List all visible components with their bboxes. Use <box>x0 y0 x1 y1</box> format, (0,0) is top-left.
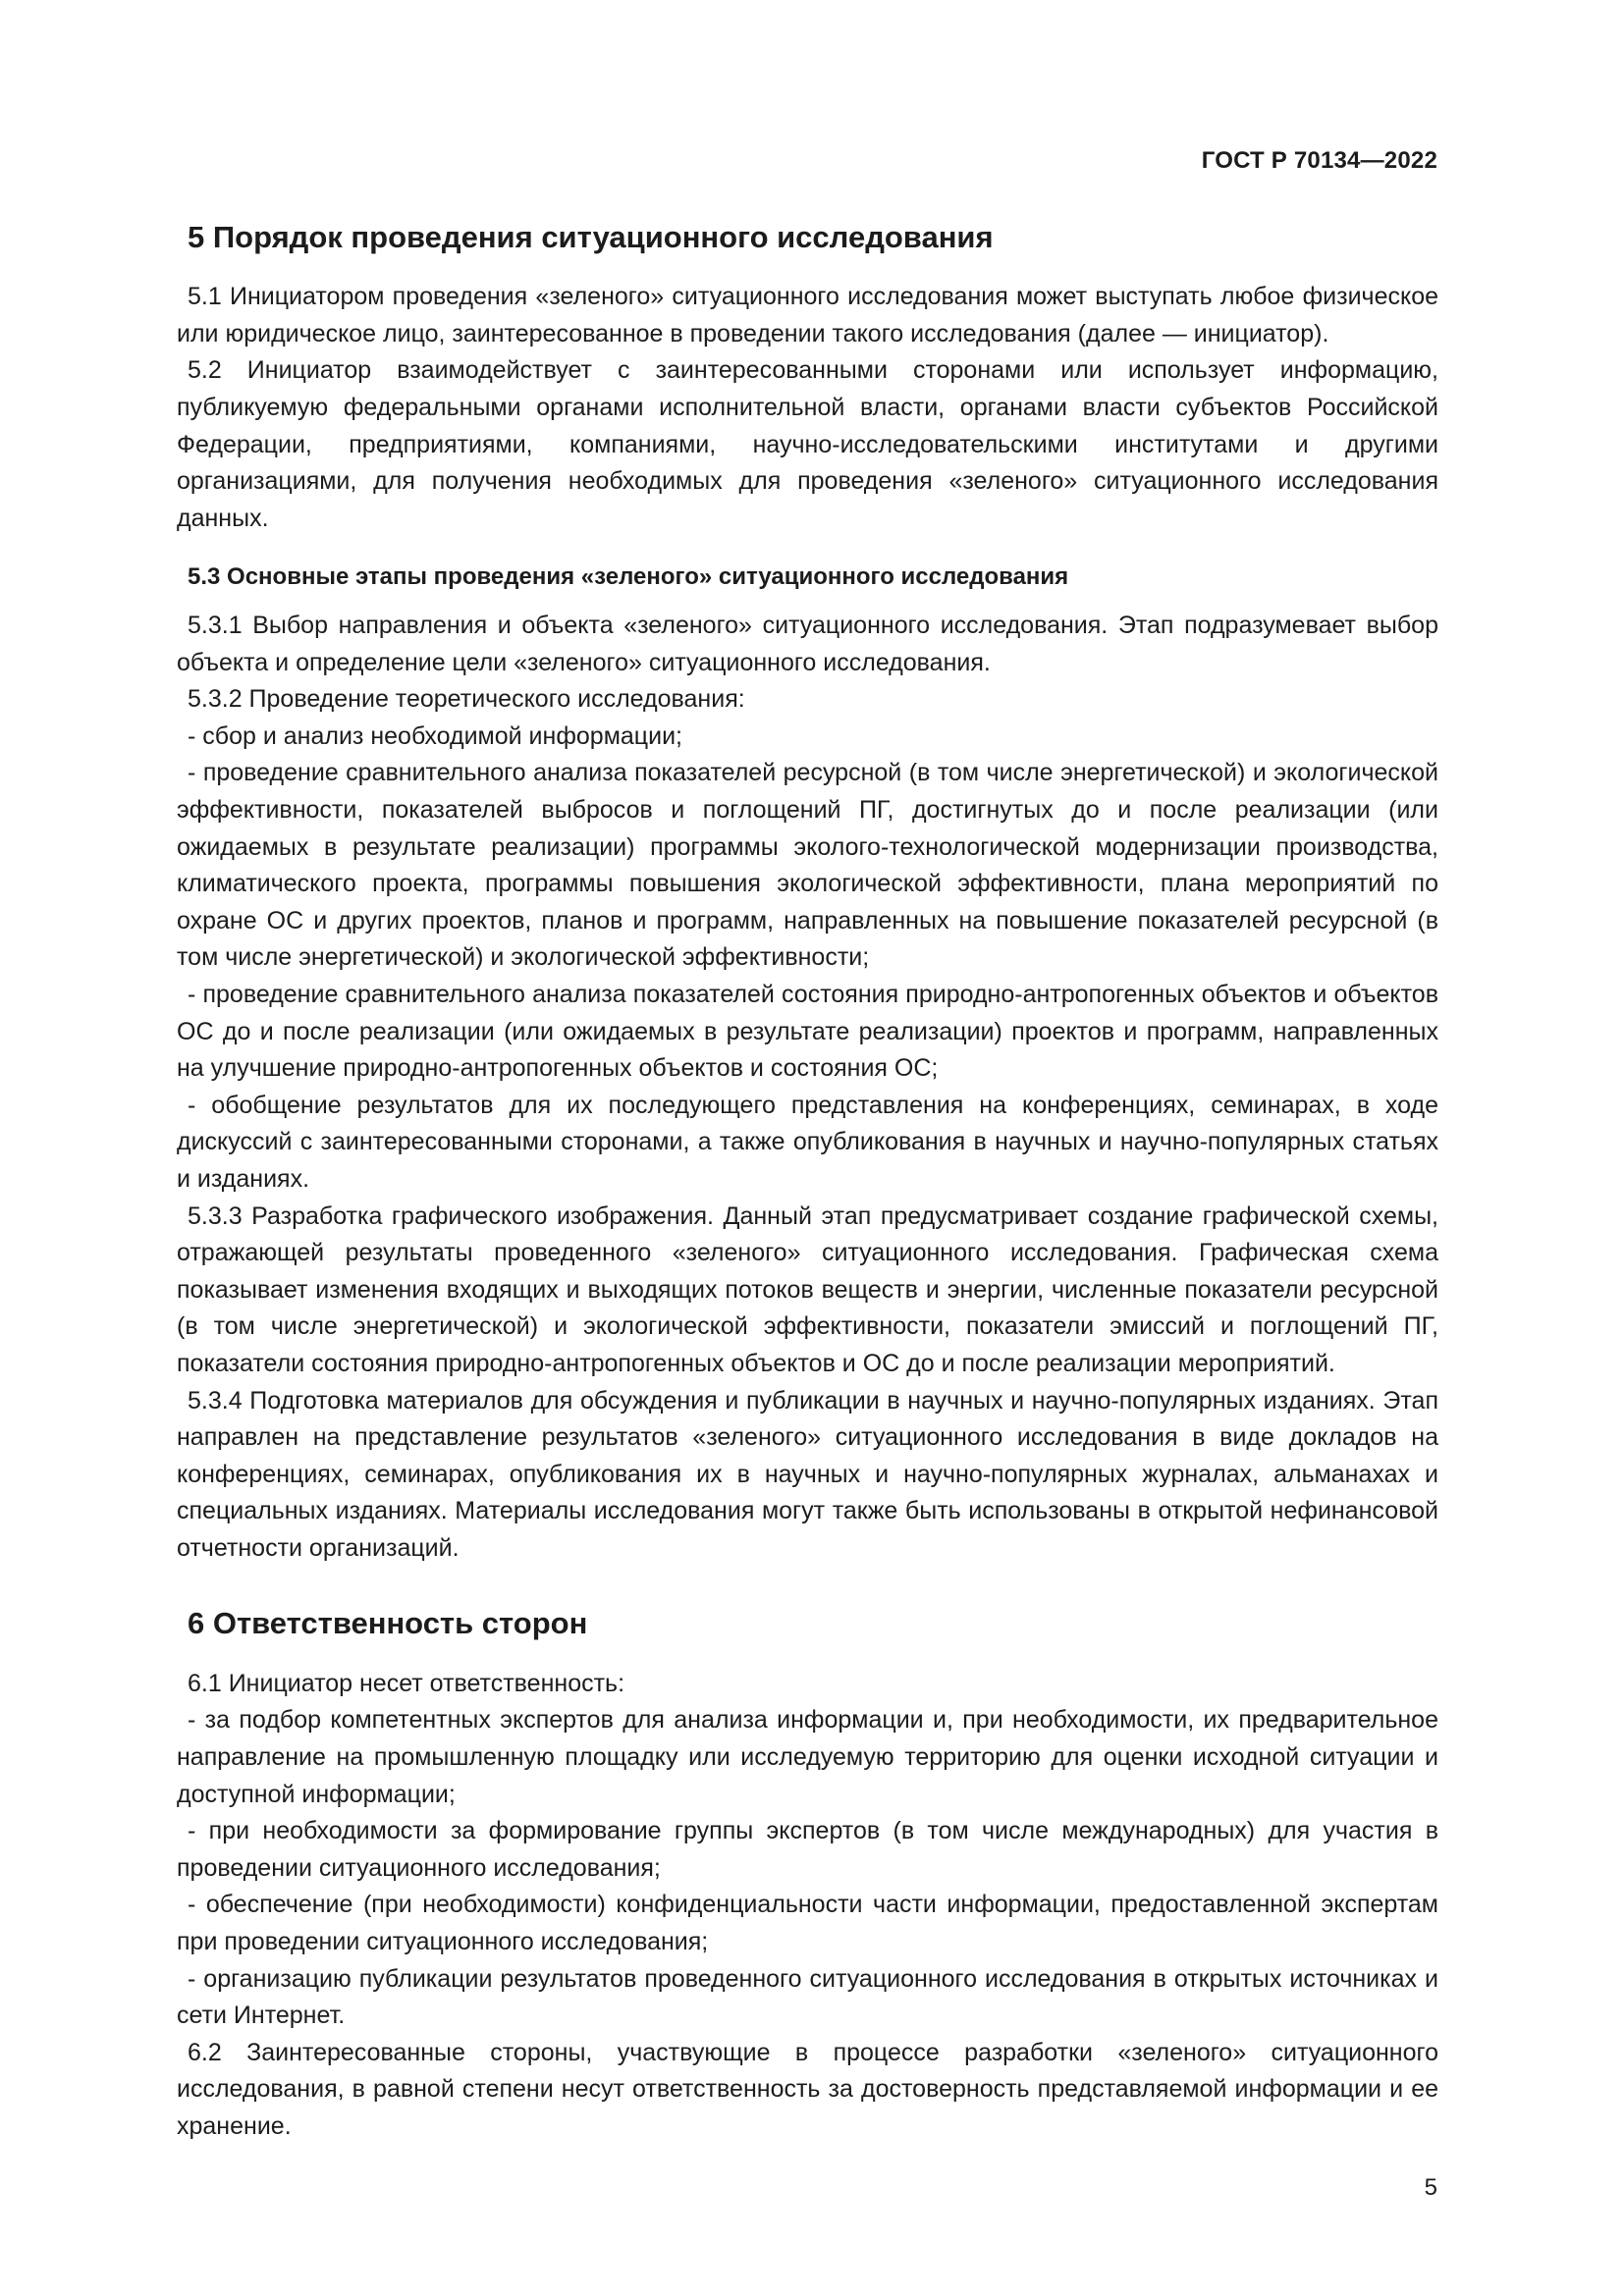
paragraph-6-2: 6.2 Заинтересованные стороны, участвующие в процессе разработки «зеленого» ситуационного исследования, в равной степени несут ответственность за достоверность представляемой информации и ее хранение. <box>177 2038 1438 2140</box>
page-number: 5 <box>1424 2174 1437 2201</box>
list-item-5-3-2-4: - обобщение результатов для их последующего представления на конференциях, семинарах, в ходе дискуссий с заинтересованными сторонами, а также опубликования в научных и научно-популярных статьях и изданиях. <box>177 1091 1438 1193</box>
list-item-5-3-2-2: - проведение сравнительного анализа показателей ресурсной (в том числе энергетической) и экологической эффективности, показателей выбросов и поглощений ПГ, достигнутых до и после реализации (или ожидаемых в результате реализации) программы эколого-технологической модернизации производства, климатического проекта, программы повышения экологической эффективности, плана мероприятий по охране ОС и других проектов, планов и программ, направленных на повышение показателей ресурсной (в том числе энергетической) и экологической эффективности; <box>177 759 1438 972</box>
list-item-6-1-1: - за подбор компетентных экспертов для анализа информации и, при необходимости, их предварительное направление на промышленную площадку или исследуемую территорию для оценки исходной ситуации и доступной информации; <box>177 1706 1438 1808</box>
section-5-title: 5 Порядок проведения ситуационного исследования <box>188 220 994 254</box>
page-content <box>177 218 1438 2146</box>
list-item-5-3-2-3: - проведение сравнительного анализа показателей состояния природно-антропогенных объектов и объектов ОС до и после реализации (или ожидаемых в результате реализации) проектов и программ, направленных на улучшение природно-антропогенных объектов и состояния ОС; <box>177 980 1438 1083</box>
paragraph-5-3-4: 5.3.4 Подготовка материалов для обсуждения и публикации в научных и научно-популярных изданиях. Этап направлен на представление результатов «зеленого» ситуационного исследования в виде докладов на конференциях, семинарах, опубликования их в научных и научно-популярных журналах, альманахах и специальных изданиях. Материалы исследования могут также быть использованы в открытой нефинансовой отчетности организаций. <box>177 1386 1438 1562</box>
paragraph-5-3-2: 5.3.2 Проведение теоретического исследования: <box>188 685 745 714</box>
list-item-6-1-4: - организацию публикации результатов проведенного ситуационного исследования в открытых источниках и сети Интернет. <box>177 1964 1438 2030</box>
paragraph-5-3-1: 5.3.1 Выбор направления и объекта «зеленого» ситуационного исследования. Этап подразумевает выбор объекта и определение цели «зеленого» ситуационного исследования. <box>177 612 1438 676</box>
paragraph-5-1: 5.1 Инициатором проведения «зеленого» ситуационного исследования может выступать любое физическое или юридическое лицо, заинтересованное в проведении такого исследования (далее — инициатор). <box>177 283 1438 347</box>
subsection-5-3-title: 5.3 Основные этапы проведения «зеленого» ситуационного исследования <box>188 563 1069 591</box>
list-item-6-1-2: - при необходимости за формирование группы экспертов (в том числе международных) для участия в проведении ситуационного исследования; <box>177 1817 1438 1882</box>
paragraph-6-1: 6.1 Инициатор несет ответственность: <box>188 1669 625 1697</box>
section-6-title: 6 Ответственность сторон <box>188 1606 588 1641</box>
paragraph-5-2: 5.2 Инициатор взаимодействует с заинтересованными сторонами или использует информацию, публикуемую федеральными органами исполнительной власти, органами власти субъектов Российской Федерации, предприятиями, компаниями, научно-исследовательскими институтами и другими организациями, для получения необходимых для проведения «зеленого» ситуационного исследования данных. <box>177 356 1438 532</box>
paragraph-5-3-3: 5.3.3 Разработка графического изображения. Данный этап предусматривает создание графической схемы, отражающей результаты проведенного «зеленого» ситуационного исследования. Графическая схема показывает изменения входящих и выходящих потоков веществ и энергии, численные показатели ресурсной (в том числе энергетической) и экологической эффективности, показатели эмиссий и поглощений ПГ, показатели состояния природно-антропогенных объектов и ОС до и после реализации мероприятий. <box>177 1201 1438 1377</box>
standard-code-header: ГОСТ Р 70134—2022 <box>1201 147 1437 174</box>
list-item-6-1-3: - обеспечение (при необходимости) конфиденциальности части информации, предоставленной экспертам при проведении ситуационного исследования; <box>177 1891 1438 1955</box>
list-item-5-3-2-1: - сбор и анализ необходимой информации; <box>188 721 682 750</box>
